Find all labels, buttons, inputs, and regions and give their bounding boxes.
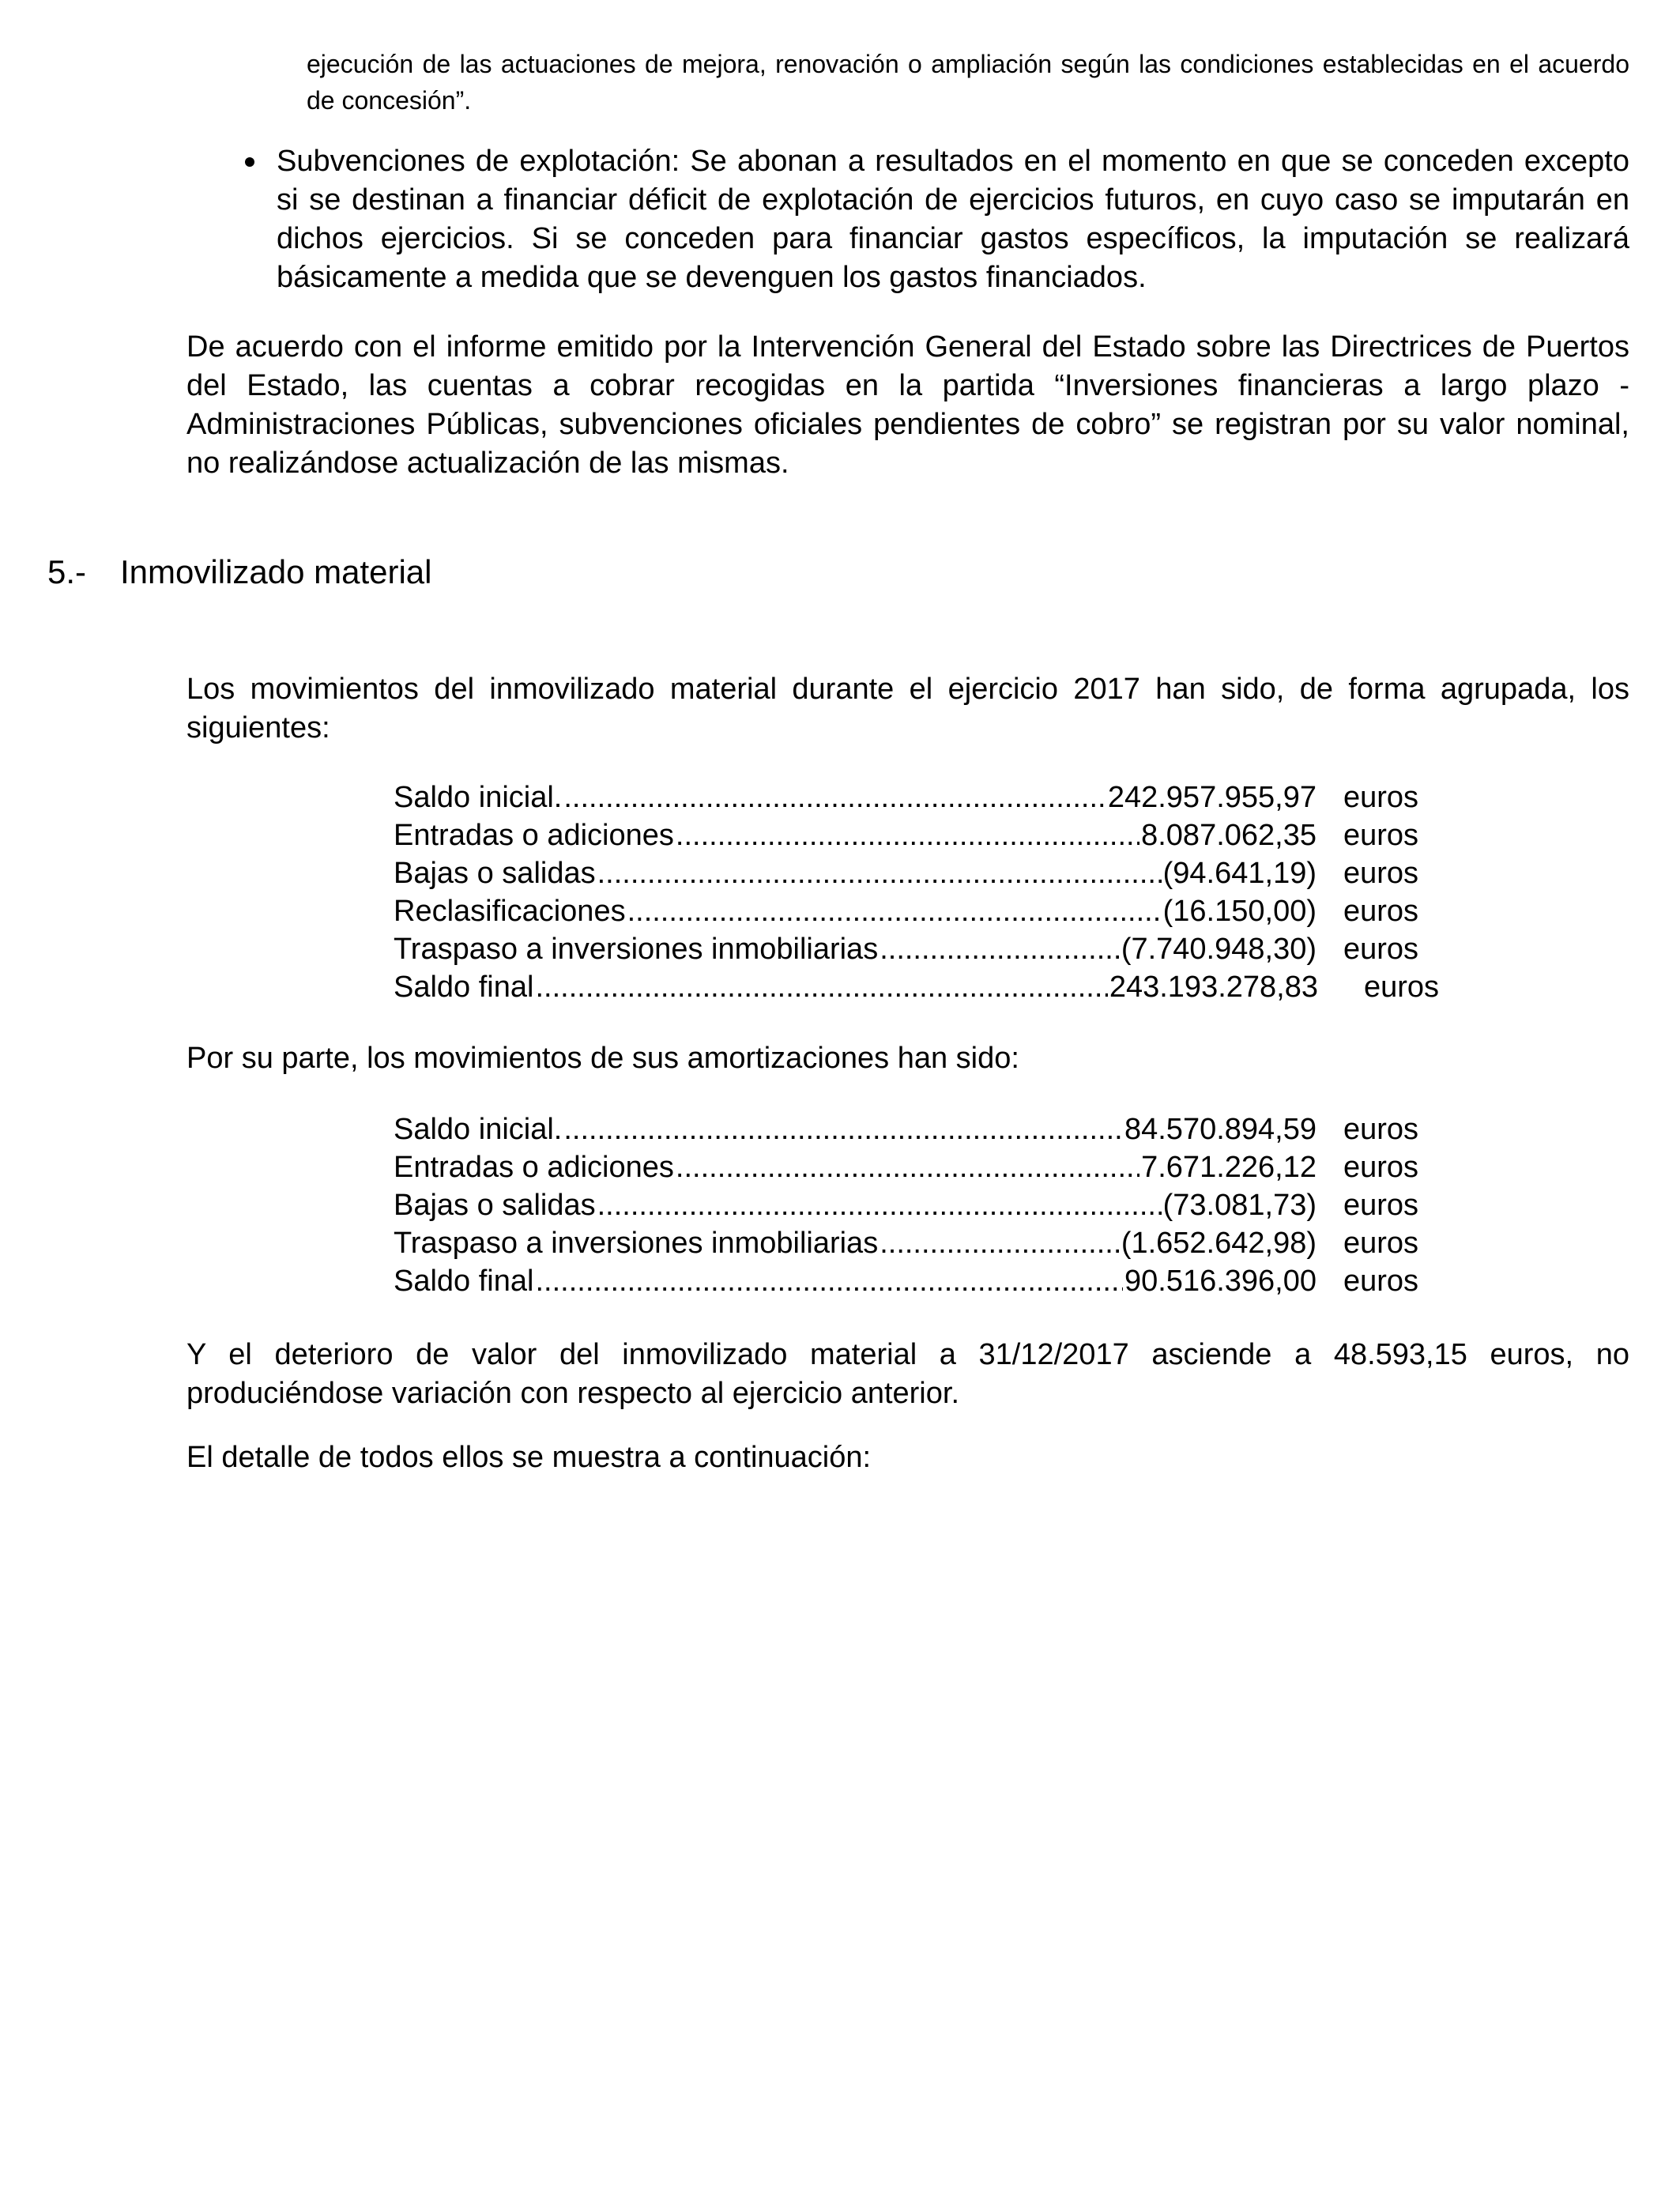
ledger-leader-dots <box>563 778 1106 816</box>
ledger-leader-dots <box>597 1186 1162 1224</box>
ledger-unit: euros <box>1343 781 1419 814</box>
ledger-value: 7.671.226,12 <box>1141 1151 1317 1184</box>
concession-tail-paragraph: ejecución de las actuaciones de mejora, renovación o ampliación según las condiciones establecidas en el acuerdo de concesión”. <box>307 50 1629 115</box>
ledger-label-area <box>394 1148 1139 1186</box>
ledger-unit: euros <box>1343 895 1419 928</box>
ledger-unit: euros <box>1364 971 1440 1004</box>
ledger-leader-dots <box>535 1262 1123 1300</box>
ledger-value: (73.081,73) <box>1162 1189 1317 1222</box>
ledger-label-area <box>394 968 1108 1006</box>
ledger-row <box>394 930 1452 968</box>
ledger-row <box>394 1262 1452 1300</box>
deterioro-paragraph: Y el deterioro de valor del inmovilizado material a 31/12/2017 asciende a 48.593,15 euros, no produciéndose variación con respecto al ejercicio anterior. <box>186 1338 1629 1410</box>
ledger-value: 90.516.396,00 <box>1124 1265 1317 1298</box>
amortizaciones-ledger <box>394 1110 1452 1300</box>
ledger-row <box>394 1148 1452 1186</box>
ledger-value: 243.193.278,83 <box>1109 971 1318 1004</box>
ledger-label-area <box>394 1186 1162 1224</box>
ledger-unit: euros <box>1343 857 1419 890</box>
ledger-row <box>394 1224 1452 1262</box>
subvenciones-bullet-text: Subvenciones de explotación: Se abonan a resultados en el momento en que se conceden excepto si se destinan a financiar déficit de explotación de ejercicios futuros, en cuyo caso se imputarán en dichos ejercicios. Si se conceden para financiar gastos específicos, la imputación se realizará básicamente a medida que se devenguen los gastos financiados. <box>277 145 1629 294</box>
ledger-row <box>394 892 1452 930</box>
ledger-label-area <box>394 1224 1120 1262</box>
bullet-dot-icon <box>245 157 254 167</box>
ledger-label: Saldo inicial. <box>394 781 563 814</box>
ledger-value: (94.641,19) <box>1162 857 1317 890</box>
ledger-label: Entradas o adiciones <box>394 819 674 852</box>
ledger-row <box>394 854 1452 892</box>
ledger-row <box>394 968 1452 1006</box>
ledger-label: Saldo final <box>394 971 534 1004</box>
ledger-value: 8.087.062,35 <box>1141 819 1317 852</box>
ledger-label-area <box>394 816 1139 854</box>
ledger-leader-dots <box>597 854 1162 892</box>
ledger-row <box>394 1186 1452 1224</box>
ledger-label-area <box>394 1110 1123 1148</box>
movimientos-intro-paragraph: Los movimientos del inmovilizado material durante el ejercicio 2017 han sido, de forma agrupada, los siguientes: <box>186 673 1629 745</box>
ledger-label: Traspaso a inversiones inmobiliarias <box>394 933 879 966</box>
ledger-row <box>394 1110 1452 1148</box>
section-heading <box>47 550 432 594</box>
ledger-label: Bajas o salidas <box>394 1189 596 1222</box>
ledger-label: Entradas o adiciones <box>394 1151 674 1184</box>
ledger-leader-dots <box>535 968 1107 1006</box>
amortizaciones-intro-paragraph: Por su parte, los movimientos de sus amortizaciones han sido: <box>186 1042 1019 1075</box>
ledger-label: Bajas o salidas <box>394 857 596 890</box>
intervencion-paragraph: De acuerdo con el informe emitido por la Intervención General del Estado sobre las Directrices de Puertos del Estado, las cuentas a cobrar recogidas en la partida “Inversiones financieras a largo plazo - Administraciones Públicas, subvenciones oficiales pendientes de cobro” se registran por su valor nominal, no realizándose actualización de las mismas. <box>186 330 1629 480</box>
ledger-label: Traspaso a inversiones inmobiliarias <box>394 1227 879 1260</box>
ledger-unit: euros <box>1343 819 1419 852</box>
ledger-unit: euros <box>1343 933 1419 966</box>
ledger-label-area <box>394 930 1120 968</box>
ledger-unit: euros <box>1343 1227 1419 1260</box>
ledger-unit: euros <box>1343 1113 1419 1146</box>
ledger-label-area <box>394 1262 1123 1300</box>
ledger-value: (1.652.642,98) <box>1121 1227 1317 1260</box>
movimientos-ledger <box>394 778 1452 1006</box>
ledger-value: 242.957.955,97 <box>1107 781 1317 814</box>
ledger-value: (7.740.948,30) <box>1121 933 1317 966</box>
ledger-leader-dots <box>563 1110 1123 1148</box>
ledger-row <box>394 816 1452 854</box>
ledger-label: Reclasificaciones <box>394 895 626 928</box>
ledger-leader-dots <box>627 892 1162 930</box>
ledger-label-area <box>394 892 1162 930</box>
ledger-unit: euros <box>1343 1265 1419 1298</box>
ledger-value: (16.150,00) <box>1162 895 1317 928</box>
ledger-label: Saldo final <box>394 1265 534 1298</box>
ledger-row <box>394 778 1452 816</box>
ledger-leader-dots <box>880 1224 1120 1262</box>
ledger-leader-dots <box>880 930 1120 968</box>
ledger-unit: euros <box>1343 1151 1419 1184</box>
section-title: Inmovilizado material <box>120 553 432 590</box>
ledger-leader-dots <box>676 1148 1139 1186</box>
detalle-paragraph: El detalle de todos ellos se muestra a continuación: <box>186 1441 872 1474</box>
ledger-unit: euros <box>1343 1189 1419 1222</box>
ledger-label: Saldo inicial. <box>394 1113 563 1146</box>
section-number: 5.- <box>47 553 87 590</box>
ledger-label-area <box>394 854 1162 892</box>
ledger-leader-dots <box>676 816 1139 854</box>
ledger-value: 84.570.894,59 <box>1124 1113 1317 1146</box>
ledger-label-area <box>394 778 1106 816</box>
